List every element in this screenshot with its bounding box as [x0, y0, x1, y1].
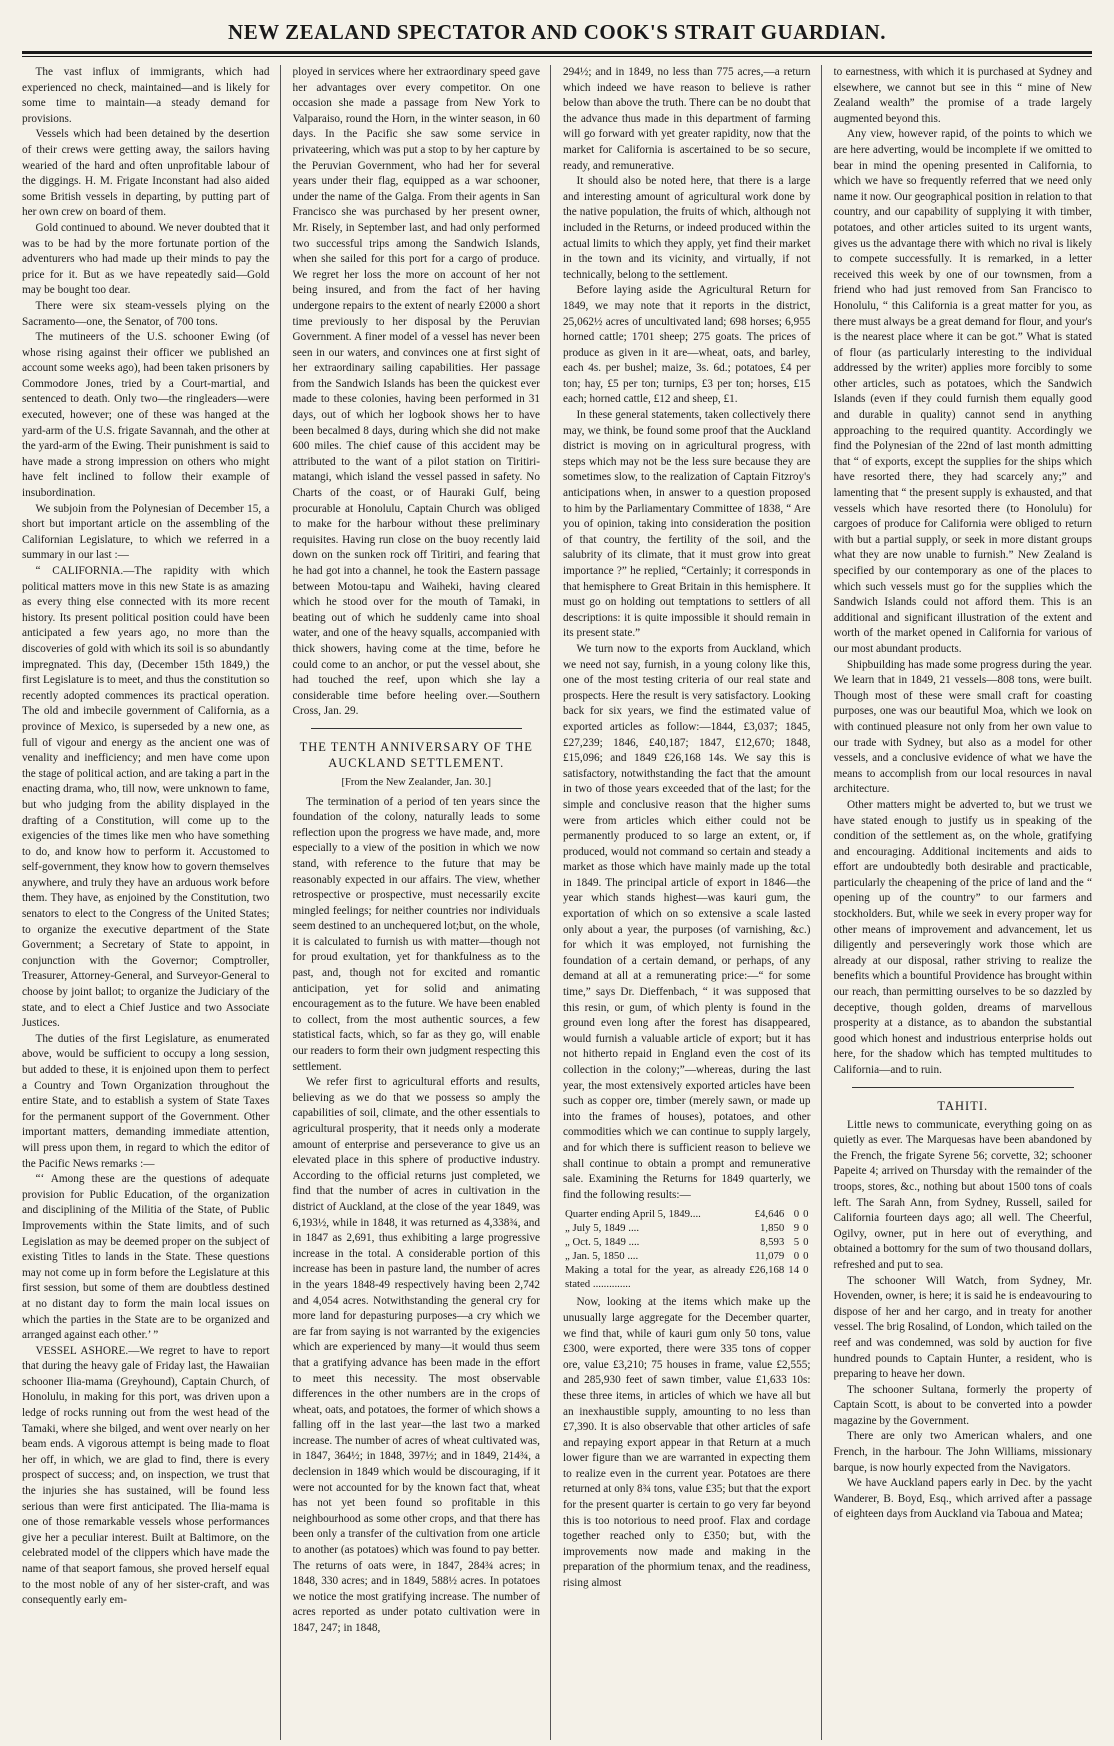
row-label: Quarter ending April 5, 1849....: [565, 1208, 701, 1221]
amount-cell: 11,079: [755, 1250, 785, 1263]
table-row: [563, 1263, 811, 1291]
paragraph: “ CALIFORNIA.—The rapidity with which political matters move in this new State is as amazing as every thing else connected with its more recent history. Its present political position could have been anticipated a few years ago, no more than the discoveries of gold with which its soil is so abundantly impregnated. This day, (December 15th 1849,) the first Legislature is to meet, and thus the constitution so recently adopted commences its practical operation. The old and imbecile government of California, as a province of Mexico, is superseded by a new one, as full of vigour and energy as the ancient one was of venality and inefficiency; and men have come upon the stage of political action, and are taking a part in the enacting drama, who, till now, were unknown to fame, but who judging from the ability displayed in the drafting of a Constitution, will come up to the exigencies of the times like men who have something to do, and know how to perform it. Accustomed to self-government, they know how to govern themselves anywhere, and truly they have an arduous work before them. They have, as enjoined by the Constitution, two senators to elect to the Congress of the United States; to organize the executive department of the State Government; a Secretary of State to appoint, in conjunction with the Governor; Comptroller, Treasurer, Attorney-General, and Surveyor-General to choose by joint ballot; to organize the Judiciary of the state, and to elect a Chief Justice and two Associate Justices.: [22, 565, 270, 1030]
paragraph: We refer first to agricultural efforts and results, believing as we do that we possess so amply the capabilities of soil, climate, and the other essentials to agricultural prosperity, that it needs only a moderate amount of enterprise and perseverance to give us an elevated place in this sphere of productive industry. According to the official returns just completed, we find that the number of acres in cultivation in the district of Auckland, at the close of the year 1849, was 6,193½, while in 1848, it was returned as 4,338¾, and in 1847 as 2,691, thus exhibiting a large progressive increase in the total. A considerable portion of this increase has been in pasture land, the number of acres in the years 1848-49 respectively having been 2,742 and 4,054 acres. Notwithstanding the general cry for more land for depasturing purposes—a cry which we are far from saying is not warranted by the exigencies which are experienced by many—it would thus seem that a gratifying advance has been made in the effort to meet this necessity. The most observable differences in the other numbers are in the crops of wheat, oats, and potatoes, the former of which shows a falling off in the last year—the last two a marked increase. The number of acres of wheat cultivated was, in 1847, 364½; in 1848, 397½; and in 1849, 214¾, a declension in 1849 which would be discouraging, if it were not accounted for by the known fact that, wheat has not yet been found so profitable in this neighbourhood as some other crops, and that there has been only a transfer of the cultivation from one article to another (as potatoes) which was found to pay better. The returns of oats were, in 1847, 284¾ acres; in 1848, 330 acres; and in 1849, 588½ acres. In potatoes we notice the most gratifying increase. The number of acres reported as under potato cultivation were in 1847, 247; in 1848,: [292, 1076, 540, 1634]
source-dateline: [From the New Zealander, Jan. 30.]: [341, 776, 491, 788]
table-row: [563, 1249, 811, 1263]
amount-cell: 14: [788, 1264, 800, 1277]
column-3: [563, 65, 822, 1740]
table-row: [563, 1221, 811, 1235]
paragraph: The mutineers of the U.S. schooner Ewing (of whose rising against their officer we published an account some weeks ago), had been taken prisoners by Commodore Jones, tried by a Court-martial, and sentenced to death. Only two—the ringleaders—were executed, however; one of these was hanged at the yard-arm of the U.S. frigate Savannah, and the other at the yard-arm of the Ewing. Their punishment is said to have made a strong impression on others who might have felt inclined to follow their example of insubordination.: [22, 331, 270, 500]
paragraph: “‘ Among these are the questions of adequate provision for Public Education, of the organization and disciplining of the Militia of the State, of Public Improvements within the State limits, and of such Legislation as may be deemed proper on the subject of existing Titles to lands in the State. These questions may not come up in form before the Legislature at this first session, but some of them are doubtless destined at no distant day to form the main local issues on which the parties in the State are to be organized and arranged against each other.’ ”: [22, 1173, 270, 1342]
paragraph: We turn now to the exports from Auckland, which we need not say, furnish, in a young colony like this, one of the most testing criteria of our real state and prospects. Here the result is very satisfactory. Looking back for six years, we find the estimated value of exported articles as follow:—1844, £3,037; 1845, £27,239; 1846, £40,187; 1847, £12,670; 1848, £15,096; and 1849 £26,168 14s. We say this is satisfactory, notwithstanding the fact that the amount in two of those years exceeded that of the last; for the simple and conclusive reason that the higher sums were from articles which either could not be permanently produced to so large an extent, or, if produced, would not command so certain and steady a market as those which have mainly made up the total in 1849. The principal article of export in 1846—the year which stands highest—was kauri gum, the exportation of which on so extensive a scale lasted only about a year, the purposes (of varnishing, &c.) for which it was employed, not furnishing the foundation of a certain demand, or perhaps, of any demand at all at a remunerating price:—“ for some time,” says Dr. Dieffenbach, “ it was supposed that this resin, or gum, of which plenty is found in the ground even long after the forest has disappeared, would furnish a valuable article of export; but it has not hitherto repaid in England even the cost of its collection in the colony;”—whereas, during the last year, the most extensively exported articles have been such as copper ore, timber (merely sawn, or made up into the frames of houses), potatoes, and other commodities which we can continue to supply largely, and for which there is sufficient reason to believe we shall continue to obtain a prompt and remunerative sale. Examining the Returns for 1849 quarterly, we find the following results:—: [563, 642, 811, 1201]
paragraph: Little news to communicate, everything going on as quietly as ever. The Marquesas have been abandoned by the French, the frigate Syrene 56; corvette, 32; schooner Papeite 4; arrived on Thursday with the remainder of the troops, stores, &c., nothing but about 1500 tons of coals left. The Sarah Ann, from Sydney, Russell, sailed for California fourteen days ago; all well. The Cheerful, Ogilvy, owner, put in here out of everything, and obtained a bottomry for the sum of two thousand dollars, refreshed and put to sea.: [833, 1118, 1092, 1271]
paragraph: We have Auckland papers early in Dec. by the yacht Wanderer, B. Boyd, Esq., which arrived after a passage of eighteen days from Auckland via Taboua and Matea;: [833, 1477, 1092, 1521]
amount-cell: 0: [803, 1250, 809, 1263]
amount-cell: 0: [803, 1208, 809, 1221]
section-heading: TAHITI.: [937, 1098, 989, 1113]
amount-cell: 8,593: [760, 1236, 785, 1249]
paragraph: to earnestness, with which it is purchased at Sydney and elsewhere, we cannot but see in this “ mine of New Zealand wealth” the promise of a trade largely augmented beyond this.: [833, 66, 1092, 125]
table-row: [563, 1235, 811, 1249]
amount-cell: £26,168: [749, 1264, 785, 1277]
masthead-rule-thin: [22, 56, 1092, 57]
paragraph: Now, looking at the items which make up the unusually large aggregate for the December quarter, we find that, while of kauri gum only 50 tons, value £300, were exported, there were 335 tons of copper ore, value £3,210; 75 houses in frame, value £2,555; and 285,930 feet of sawn timber, value £1,633 10s: these three items, in articles of which we have all but an inexhaustible supply, amounting to no less than £7,390. It is also observable that other articles of safe and repaying export appear in that Return at a much lower figure than we are warranted in expecting them to realize even in the current year. Potatoes are there returned at only 8¾ tons, value £35; but that the export for the present quarter is certain to go very far beyond this is too notorious to need proof. Flax and cordage together reached only to £350; but, with the improvements now made and making in the preparation of the phormium tenax, and the readiness, rising almost: [563, 1296, 811, 1590]
paragraph: Shipbuilding has made some progress during the year. We learn that in 1849, 21 vessels—808 tons, were built. Though most of these were small craft for coasting purposes, one was our beautiful Moa, which we look on with continued pleasure not only from her own value to our trade with Sydney, but also as a model for other vessels, and a conclusive evidence of what we have the means to accomplish from our local resources in naval architecture.: [833, 658, 1092, 796]
row-label: „ Oct. 5, 1849 ....: [565, 1236, 640, 1249]
column-4: [834, 65, 1093, 1740]
quarterly-returns-table: [563, 1207, 811, 1291]
amount-cell: 0: [793, 1208, 800, 1221]
paragraph: The termination of a period of ten years since the foundation of the colony, naturally leads to some reflection upon the progress we have made, and, more especially to a view of the position in which we now stand, with reference to the future that may be reasonably expected in our affairs. The view, whether retrospective or prospective, must necessarily excite mingled feelings; for neither countries nor individuals seem destined to an unchequered lot;but, on the whole, it is calculated to furnish us with matter—though not for proud exultation, yet for thankfulness as to the past, and, though not for excited and romantic anticipation, yet for solid and animating encouragement as to the future. We have been enabled to collect, from the most authentic sources, a few statistical facts, which, so far as they go, will enable our readers to form their own judgment respecting this settlement.: [292, 795, 540, 1073]
paragraph: There are only two American whalers, and one French, in the harbour. The John Williams, missionary barque, is now hourly expected from the Navigators.: [833, 1430, 1092, 1474]
amount-cell: 1,850: [760, 1222, 785, 1235]
paragraph: The vast influx of immigrants, which had experienced no check, maintained—and is likely for some time to maintain—a steady demand for provisions.: [22, 66, 270, 125]
columns: [22, 65, 1092, 1740]
paragraph: The schooner Will Watch, from Sydney, Mr. Hovenden, owner, is here; it is said he is endeavouring to dispose of her and her cargo, and in treaty for another vessel. The brig Rosalind, of London, which tailed on the reef and was condemned, was sold by auction for five hundred pounds to Captain Hunter, a resident, who is preparing to heave her down.: [833, 1274, 1092, 1381]
paragraph: 294½; and in 1849, no less than 775 acres,—a return which indeed we have reason to believe is rather below than above the truth. There can be no doubt that the advance thus made in this department of farming will go forward with yet greater rapidity, now that the market for California is ascertained to be so secure, ready, and remunerative.: [563, 66, 811, 172]
amount-cell: 0: [803, 1264, 809, 1277]
paragraph: The schooner Sultana, formerly the property of Captain Scott, is about to be converted into a powder magazine by the Government.: [833, 1383, 1092, 1427]
paragraph: It should also be noted here, that there is a large and interesting amount of agricultural work done by the native population, the fruits of which, although not included in the Returns, or indeed produced within the actual limits to which they apply, yet find their market in the town and its vicinity, and virtually, if not technically, belong to the settlement.: [563, 175, 811, 281]
table-row: [563, 1207, 811, 1221]
masthead: NEW ZEALAND SPECTATOR AND COOK'S STRAIT GUARDIAN.: [228, 20, 886, 44]
paragraph: Other matters might be adverted to, but we trust we have stated enough to justify us in speaking of the condition of the settlement as, on the whole, gratifying and encouraging. Additional incitements and aids to effort are undoubtedly both desirable and practicable, particularly the cheapening of the price of land and the “ opening up of the country” to our farmers and stockholders. But, while we seek in every proper way for other means of improvement and advancement, let us diligently and perseveringly work those which are already at our disposal, rather striving to realize the benefits which a bountiful Providence has brought within our reach, than permitting ourselves to be so dazzled by deceptive, though golden, dreams of marvellous prosperity at a distance, as to abandon the substantial good which honest and industrious enterprise holds out here, for the shadow which has tempted multitudes to California—and to ruin.: [833, 798, 1092, 1076]
paragraph: Before laying aside the Agricultural Return for 1849, we may note that it reports in the district, 25,062½ acres of uncultivated land; 698 horses; 6,955 horned cattle; 1701 sheep; 275 goats. The prices of produce as given in it are—wheat, oats, and barley, each 4s. per bushel; maize, 3s. 6d.; potatoes, £4 per ton; hay, £5 per ton; turnips, £3 per ton; horses, £15 each; horned cattle, £12 and sheep, £1.: [563, 284, 811, 406]
amount-cell: 0: [803, 1236, 809, 1249]
paragraph: We subjoin from the Polynesian of December 15, a short but important article on the assembling of the Californian Legislature, to which we referred in a summary in our last :—: [22, 502, 270, 562]
masthead-rule: [22, 51, 1092, 54]
paragraph: VESSEL ASHORE.—We regret to have to report that during the heavy gale of Friday last, the Hawaiian schooner Ilia-mama (Greyhound), Captain Church, of Honolulu, in making for this port, was driven upon a ledge of rocks running out from the west head of the Tamaki, where she bilged, and went over nearly on her beam ends. A vigorous attempt is being made to float her off, in which, we are glad to find, there is every prospect of success; and, on inspection, we trust that the injuries she has sustained, will be found less serious than were first anticipated. The Ilia-mama is one of those remarkable vessels whose performances give her a peculiar interest. Built at Baltimore, on the celebrated model of the clippers which have made the name of that seaport famous, she proved herself equal to the most noble of any of her sister-craft, and was consequently early em-: [22, 1344, 270, 1607]
section-divider: [852, 1087, 1075, 1088]
column-1: [22, 65, 281, 1740]
paragraph: The duties of the first Legislature, as enumerated above, would be sufficient to occupy a long session, but added to these, it is enjoined upon them to perfect a Country and Town Organization throughout the entire State, and to establish a system of State Taxes for the permanent support of the Government. Other important matters, demanding immediate attention, will press upon them, in regard to which the editor of the Pacific News remarks :—: [22, 1032, 270, 1170]
paragraph: ployed in services where her extraordinary speed gave her advantages over every competitor. On one occasion she made a passage from New York to Valparaiso, round the Horn, in the winter season, in 60 days. In the Pacific she saw some service in privateering, which was put a stop to by her capture by the Peruvian Government, who had her for several years under their flag, equipped as a war schooner, under the name of the Galga. From their agents in San Francisco she was purchased by her present owner, Mr. Risely, in September last, and had only performed two successful trips among the Sandwich Islands, when she sailed for this port for a cargo of produce. We regret her loss the more on account of her not being insured, and from the fact of her having undergone repairs to the extent of nearly £2000 a short time previously to her disposal by the Peruvian Government. A finer model of a vessel has never been seen in our waters, and convinces one at first sight of her extraordinary sailing capabilities. Her passage from the Sandwich Islands has been the quickest ever made to these colonies, having been performed in 31 days, out of which her logbook shows her to have been becalmed 8 days, during which she did not make 600 miles. The chief cause of this accident may be attributed to the want of a pilot station on Tiritiri-matangi, which island the vessel passed in safety. No Charts of the coast, or of Hauraki Gulf, being procurable at Honolulu, Captain Church was obliged to make for the harbour without these preliminary requisites. Having run close on the buoy recently laid down on the sunken rock off Tiritiri, and fearing that he had got into a channel, he took the Eastern passage between Motou-tapu and Waiheki, having cleared which he stood over for the mouth of Tamaki, in beating out of which he suddenly came into shoal water, and one of the heavy squalls, accompanied with thick showers, having come at the time, before he could come to an anchor, or put the vessel about, she had touched the reef, upon which she lay a considerable time before heeling over.—Southern Cross, Jan. 29.: [292, 66, 540, 718]
row-label: Making a total for the year, as already stated ..............: [565, 1264, 746, 1291]
paragraph: There were six steam-vessels plying on the Sacramento—one, the Senator, of 700 tons.: [22, 299, 270, 328]
section-divider: [311, 728, 523, 729]
amount-cell: 5: [793, 1236, 800, 1249]
paragraph: Gold continued to abound. We never doubted that it was to be had by the more fortunate portion of the adventurers who had made up their minds to pay the price for it. But as we have repeatedly said—Gold may be bought too dear.: [22, 221, 270, 297]
column-2: [293, 65, 552, 1740]
amount-cell: 0: [803, 1222, 809, 1235]
paragraph: Vessels which had been detained by the desertion of their crews were getting away, the sailors having wearied of the hard and often unprofitable labour of the diggings. H. M. Frigate Inconstant had also aided some British vessels in departing, by putting part of her own crew on board of them.: [22, 128, 270, 219]
section-heading: THE TENTH ANNIVERSARY OF THE AUCKLAND SETTLEMENT.: [299, 739, 533, 770]
amount-cell: £4,646: [754, 1208, 785, 1221]
amount-cell: 9: [793, 1222, 800, 1235]
amount-cell: 0: [793, 1250, 800, 1263]
row-label: „ Jan. 5, 1850 ....: [565, 1250, 639, 1263]
paragraph: In these general statements, taken collectively there may, we think, be found some proof that the Auckland district is moving on in agricultural progress, with steps which may not be the less sure because they are sometimes slow, to the realization of Captain Fitzroy's anticipations when, in answer to a question proposed to him by the Parliamentary Committee of 1838, “ Are you of opinion, taking into consideration the position of that country, the fertility of the soil, and the salubrity of its climate, that it must grow into great importance ?” he replied, “Certainly; it corresponds in that hemisphere to Great Britain in this hemisphere. It must go on holding out temptations to settlers of all descriptions: it is quite impossible it should remain in its present state.”: [563, 409, 811, 640]
row-label: „ July 5, 1849 ....: [565, 1222, 640, 1235]
paragraph: Any view, however rapid, of the points to which we are here adverting, would be incomplete if we omitted to bear in mind the opening presented in California, to which we have so frequently referred that we need only name it now. Our geographical position in relation to that country, and our capability of supplying it with timber, potatoes, and other articles suited to its urgent wants, gives us the advantage there with which no rival is likely to compete successfully. It is remarked, in a letter received this week by one of our townsmen, from a friend who had just removed from San Francisco to Honolulu, “ this California is a great matter for you, as there must always be a great demand for flour, and your's is the nearest place where it can be got.” What is stated of flour (as particularly interesting to the individual addressed by the writer) applies more forcibly to some other articles, such as potatoes, which the Sandwich Islands (even if they could furnish them equally good and durable in quality) cannot send in anything approaching to the required quantity. Accordingly we find the Polynesian of the 22nd of last month admitting that “ of exports, except the supplies for the ships which have resorted there, they had scarcely any;” and lamenting that “ the present supply is exhausted, and that vessels which have resorted there (to Honolulu) for cargoes of produce for California were obliged to return with but a partial supply, or seek in more distant groups what they are now unable to furnish.” New Zealand is specified by our contemporary as one of the places to which such vessels must go for the supplies which the Sandwich Islands could not afford them. This is an additional and significant illustration of the extent and worth of the market opened in California for various of our most abundant products.: [833, 128, 1092, 655]
